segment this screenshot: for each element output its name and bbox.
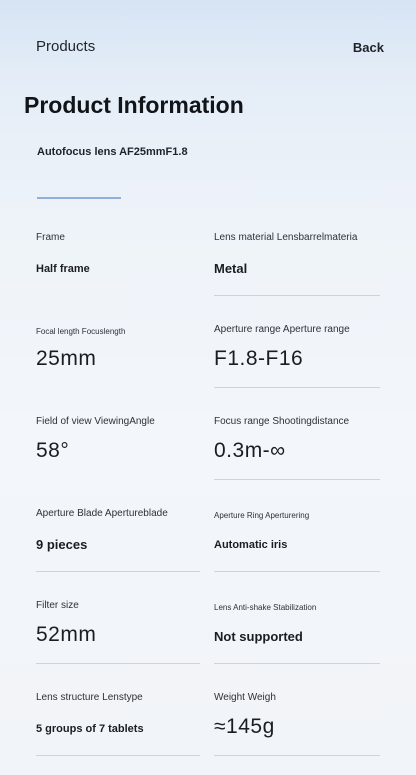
spec-row-structure	[0, 675, 416, 767]
spec-label: Weight Weigh	[214, 692, 276, 703]
row-divider	[214, 479, 380, 480]
spec-value: 5 groups of 7 tablets	[36, 723, 144, 735]
spec-label: Lens structure Lenstype	[36, 692, 143, 703]
row-divider	[214, 387, 380, 388]
back-button[interactable]: Back	[352, 40, 384, 55]
spec-label: Lens Anti-shake Stabilization	[214, 603, 317, 612]
spec-value: 9 pieces	[36, 537, 88, 552]
spec-row-aperture	[0, 491, 416, 583]
spec-grid	[0, 215, 416, 767]
spec-value: Half frame	[36, 263, 90, 275]
spec-row-view	[0, 399, 416, 491]
spec-value: Not supported	[214, 629, 303, 644]
spec-value: Metal	[214, 261, 248, 276]
spec-row-frame	[0, 215, 416, 307]
spec-label: Lens material Lensbarrelmateria	[214, 232, 358, 243]
spec-label: Aperture Ring Aperturering	[214, 511, 310, 520]
spec-value: ≈145g	[214, 715, 275, 738]
spec-value: 52mm	[36, 623, 97, 646]
spec-label: Aperture Blade Apertureblade	[36, 508, 168, 519]
spec-value: F1.8-F16	[214, 347, 304, 370]
page-title: Product Information	[24, 92, 244, 118]
row-divider	[214, 755, 380, 756]
spec-label: Focus range Shootingdistance	[214, 416, 350, 427]
top-nav-bar	[0, 0, 416, 90]
spec-value: 58°	[36, 439, 70, 462]
spec-label: Focal length Focuslength	[36, 327, 126, 336]
row-divider	[36, 755, 200, 756]
nav-title: Products	[36, 38, 96, 55]
spec-label: Aperture range Aperture range	[214, 324, 350, 335]
spec-label: Filter size	[36, 600, 79, 611]
spec-row-filter	[0, 583, 416, 675]
product-name: Autofocus lens AF25mmF1.8	[37, 146, 188, 158]
row-divider	[214, 663, 380, 664]
spec-label: Field of view ViewingAngle	[36, 416, 155, 427]
row-divider	[36, 571, 200, 572]
spec-value: 0.3m-∞	[214, 439, 286, 462]
row-divider	[214, 295, 380, 296]
row-divider	[214, 571, 380, 572]
spec-label: Frame	[36, 232, 65, 243]
spec-value: 25mm	[36, 347, 97, 370]
spec-row-focal	[0, 307, 416, 399]
spec-value: Automatic iris	[214, 539, 288, 551]
row-divider	[36, 663, 200, 664]
title-accent-line	[37, 197, 121, 199]
